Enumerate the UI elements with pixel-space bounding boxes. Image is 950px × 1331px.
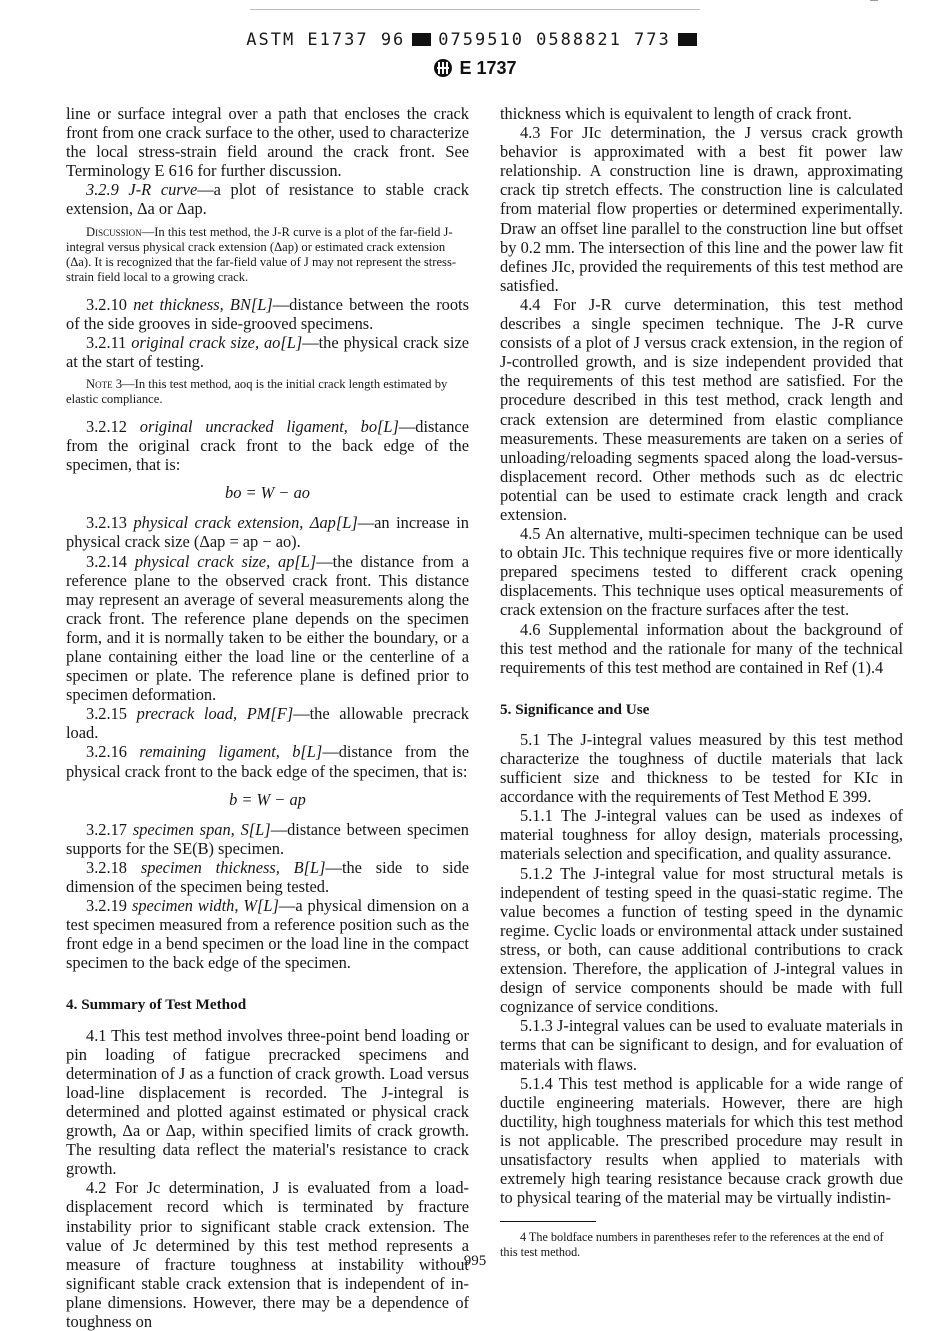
- paragraph: 5.1 The J-integral values measured by this test method characterize the toughness of ductile materials that lack sufficient size and thickness to be tested for KIc in accordance with the requirements of Test Method E 399.: [500, 729, 903, 807]
- paragraph: 4.4 For J-R curve determination, this test method describes a single specimen technique. The J-R curve consists of a plot of J versus crack extension, in the region of J-controlled growth, and is size independent provided that the requirements of this test method are satisfied. For the procedure described in this test method, crack length and crack extension are determined from elastic compliance measurements. These measurements are taken on a series of unloading/reloading segments spaced along the load-versus-displacement record. Other methods such as dc electric potential can be used to estimate crack length and crack extension.: [500, 294, 903, 524]
- section-heading: 4. Summary of Test Method: [66, 996, 247, 1014]
- astm-logo-icon: [433, 58, 453, 78]
- paragraph: 4.1 This test method involves three-point bend loading or pin loading of fatigue precracked specimens and determination of J as a function of crack growth. Load versus load-line displacement is recorded. The J-integral is determined and plotted against estimated or physical crack growth, Δa or Δap, within specified limits of crack growth. The resulting data reflect the material's resistance to crack growth.: [66, 1025, 469, 1179]
- paragraph: 4.2 For Jc determination, J is evaluated from a load-displacement record which is terminated by fracture instability prior to significant stable crack extension. The value of Jc determined by this test method represents a measure of fracture toughness at instability without significant stable crack extension that is independent of in-plane dimensions. However, there may be a dependence of toughness on: [66, 1178, 469, 1331]
- top-rule: [250, 9, 700, 10]
- footnote-rule: [500, 1221, 596, 1222]
- equation-b: b = W − ap: [229, 789, 306, 809]
- definition-3-2-15: 3.2.15 precrack load, PM[F]—the allowable precrack load.: [66, 704, 469, 743]
- footnote: 4 The boldface numbers in parentheses refer to the references at the end of this test method.: [500, 1230, 884, 1259]
- page-number: 995: [463, 1253, 487, 1269]
- definition-3-2-12: 3.2.12 original uncracked ligament, bo[L]—distance from the original crack front to the back edge of the specimen, that is:: [66, 416, 469, 475]
- definition-3-2-17: 3.2.17 specimen span, S[L]—distance between specimen supports for the SE(B) specimen.: [66, 819, 469, 858]
- note-text: —In this test method, the J-R curve is a plot of the far-field J-integral versus physical crack extension (Δap) or estimated crack extension (Δa). It is recognized that the far-field value of J may not represent the stress-strain field local to a growing crack.: [66, 224, 457, 284]
- code-line-a: ASTM E1737 96: [246, 30, 406, 50]
- note-text: —In this test method, aoq is the initial crack length estimated by elastic compliance.: [66, 376, 448, 406]
- definition-3-2-18: 3.2.18 specimen thickness, B[L]—the side to side dimension of the specimen being tested.: [66, 857, 470, 896]
- discussion-note: [66, 225, 469, 285]
- paragraph: 4.5 An alternative, multi-specimen technique can be used to obtain JIc. This technique requires five or more identically prepared specimens tested to different crack opening displacements. This technique uses optical measurements of crack extension on the fracture surfaces after the test.: [500, 524, 903, 620]
- definition-3-2-9: [66, 180, 469, 218]
- document-code-header: [0, 30, 950, 50]
- definition-3-2-11: 3.2.11 original crack size, ao[L]—the physical crack size at the start of testing.: [66, 332, 469, 371]
- paragraph: line or surface integral over a path that encloses the crack front from one crack surface to the other, used to characterize the local stress-strain field around the crack front. See Terminology E 616 for further discussion.: [66, 104, 469, 181]
- paragraph: 5.1.3 J-integral values can be used to evaluate materials in terms that can be significant to design, and for evaluation of materials with flaws.: [500, 1016, 903, 1074]
- definition-3-2-16: 3.2.16 remaining ligament, b[L]—distance from the physical crack front to the back edge of the specimen, that is:: [66, 742, 469, 781]
- left-column: [66, 104, 469, 1331]
- black-block-icon: [412, 33, 431, 46]
- section-heading: 5. Significance and Use: [500, 700, 650, 718]
- designation-number: E 1737: [459, 58, 517, 78]
- definition-3-2-19: 3.2.19 specimen width, W[L]—a physical dimension on a test specimen measured from a reference position such as the front edge in a bend specimen or the load line in the compact specimen to the back edge of the specimen.: [66, 896, 469, 973]
- paragraph: 4.3 For JIc determination, the J versus crack growth behavior is approximated with a best fit power law relationship. A construction line is drawn, approximating crack tip stretch effects. The construction line is calculated from material flow properties or determined experimentally. Draw an offset line parallel to the construction line but offset by 0.2 mm. The intersection of this line and the power law fit defines JIc, provided the requirements of this test method are satisfied.: [500, 123, 903, 295]
- definition-text: —a plot of resistance to stable crack extension, Δa or Δap.: [66, 180, 469, 219]
- black-block-icon: [678, 33, 697, 46]
- note-label: Note 3: [86, 376, 123, 391]
- code-line-b: 0759510 0588821 773: [438, 30, 671, 50]
- definition-term: 3.2.9 J-R curve: [86, 180, 198, 200]
- definition-3-2-10: 3.2.10 net thickness, BN[L]—distance between the roots of the side grooves in side-grooved specimens.: [66, 294, 469, 333]
- right-column: [500, 104, 903, 1207]
- equation-bo: bo = W − ao: [225, 483, 310, 503]
- paragraph: 4.6 Supplemental information about the background of this test method and the rationale for many of the technical requirements of this test method are contained in Ref (1).4: [500, 619, 903, 677]
- standard-designation: [0, 58, 950, 79]
- definition-3-2-14: 3.2.14 physical crack size, ap[L]—the distance from a reference plane to the observed crack front. This distance may represent an average of several measurements along the crack front. The reference plane depends on the specimen form, and it is normally taken to be either the boundary, or a plane containing either the load line or the centerline of a specimen or plate. The reference plane is defined prior to specimen deformation.: [66, 551, 469, 705]
- paragraph: thickness which is equivalent to length of crack front.: [500, 104, 852, 123]
- paragraph: 5.1.4 This test method is applicable for a wide range of ductile engineering materials. However, there are high ductility, high toughness materials for which this test method is not applicable. The prescribed procedure may result in unsatisfactory results when applied to materials with extremely high tearing resistance because crack growth due to physical tearing of the material may be virtually indistin-: [500, 1073, 903, 1208]
- paragraph: 5.1.1 The J-integral values can be used as indexes of material toughness for alloy design, materials processing, materials selection and specification, and quality assurance.: [500, 806, 903, 864]
- note-3: [66, 377, 469, 407]
- corner-mark: [870, 0, 878, 1]
- paragraph: 5.1.2 The J-integral value for most structural metals is independent of testing speed in the quasi-static regime. The value becomes a function of testing speed in the dynamic regime. Cyclic loads or environmental attack under sustained stress, or both, can cause additional contributions to crack extension. Therefore, the application of J-integral values in design of service components should be made with full cognizance of service conditions.: [500, 863, 903, 1017]
- definition-3-2-13: 3.2.13 physical crack extension, Δap[L]—an increase in physical crack size (Δap = ap − ao).: [66, 513, 469, 552]
- note-label: Discussion: [86, 224, 142, 239]
